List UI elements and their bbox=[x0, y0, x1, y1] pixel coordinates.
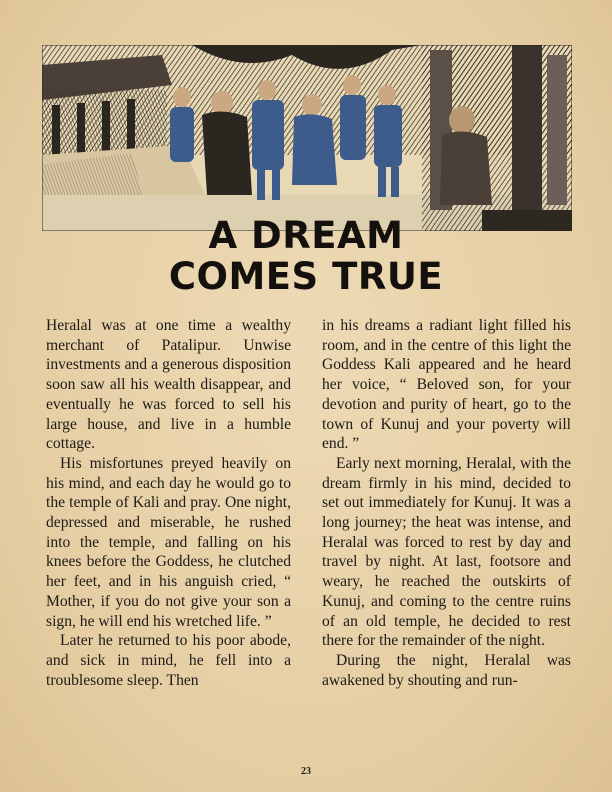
paragraph: Later he returned to his poor abode, and sick in mind, he fell into a troublesome sleep. Then bbox=[46, 632, 291, 689]
paragraph: in his dreams a radiant light filled his room, and in the centre of this light the Goddess Kali appeared and he heard her voice, “ Beloved son, for your devotion and purity of heart, go to the town of Kunuj and your poverty will end. ” bbox=[322, 317, 571, 453]
story-title-line2: COMES TRUE bbox=[168, 255, 444, 298]
right-text-column bbox=[322, 316, 571, 690]
story-title-line1: A DREAM bbox=[208, 214, 404, 257]
paragraph: Heralal was at one time a wealthy merchant of Patalipur. Unwise investments and a generous disposition soon saw all his wealth disappear, and eventually he was forced to sell his large house, and live in a humble cottage. bbox=[46, 317, 291, 453]
story-illustration bbox=[42, 45, 572, 231]
paragraph: His misfortunes preyed heavily on his mind, and each day he would go to the temple of Kali and pray. One night, depressed and miserable, he rushed into the temple, and falling on his knees before the Goddess, he clutched her feet, and in his anguish cried, “ Mother, if you do not give your son a sign, he will end his wretched life. ” bbox=[46, 454, 291, 630]
left-text-column bbox=[46, 316, 291, 690]
page-number: 23 bbox=[301, 766, 311, 777]
paragraph: Early next morning, Heralal, with the dream firmly in his mind, decided to set out immediately for Kunuj. It was a long journey; the heat was intense, and Heralal was forced to rest by day and travel by night. At last, footsore and weary, he reached the outskirts of Kunuj, and coming to the centre ruins of an old temple, he decided to rest there for the remainder of the night. bbox=[322, 454, 571, 650]
paragraph: During the night, Heralal was awakened by shouting and run- bbox=[322, 651, 571, 689]
